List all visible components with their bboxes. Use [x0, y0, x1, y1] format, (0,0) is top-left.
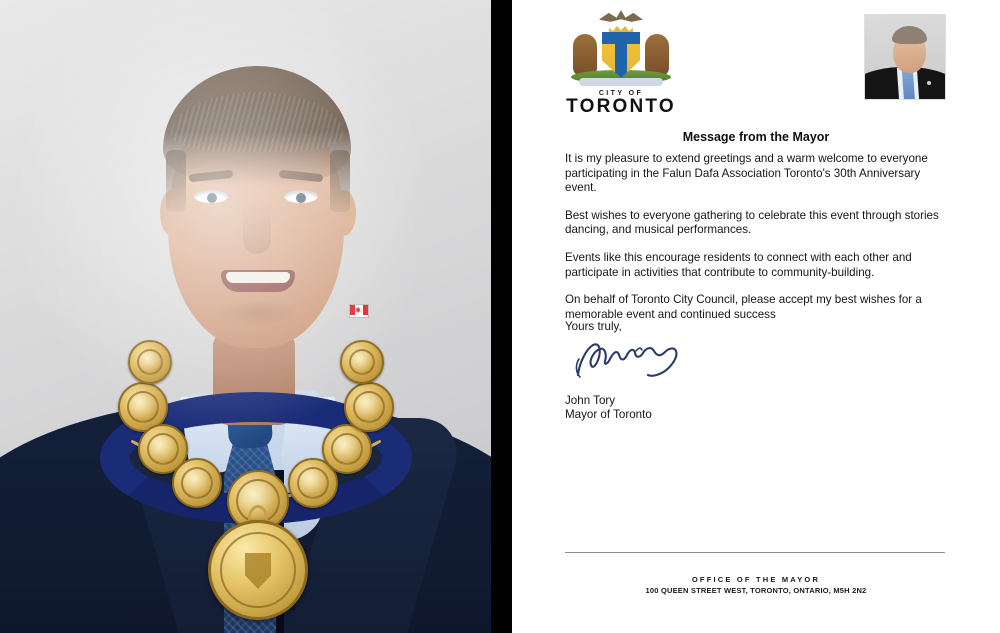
- eagle-icon: [599, 10, 643, 26]
- letter-paragraph: On behalf of Toronto City Council, please accept my best wishes for a memorable event and continued success: [565, 293, 922, 321]
- signer-block: [565, 394, 652, 422]
- mayor-headshot-photo: [864, 14, 946, 100]
- chain-medallion: [344, 382, 394, 432]
- chain-medallion: [128, 340, 172, 384]
- letter-paragraph: Best wishes to everyone gathering to celebrate this event through stories dancing, and musical performances.: [565, 208, 939, 237]
- footer-office-line: OFFICE OF THE MAYOR: [691, 575, 821, 584]
- mayoral-medallion: [208, 520, 308, 620]
- hair: [163, 66, 351, 186]
- crest-scroll: [579, 78, 663, 86]
- panel-divider: [491, 0, 512, 633]
- letter-heading: Message from the Mayor: [682, 130, 830, 144]
- mayor-letter-document: [512, 0, 1000, 633]
- letter-closing: Yours truly,: [565, 320, 622, 333]
- footer-divider: [565, 552, 945, 553]
- headshot-tie: [902, 71, 915, 100]
- beaver-icon-right: [645, 34, 669, 76]
- letter-paragraph: It is my pleasure to extend greetings and a warm welcome to everyone participating in the Falun Dafa Association Toronto's 30th Anniversary event.: [565, 152, 928, 195]
- mouth: [221, 270, 295, 292]
- signer-title: Mayor of Toronto: [565, 408, 652, 421]
- beaver-icon-left: [573, 34, 597, 76]
- wordmark-city-of: CITY OF: [598, 90, 644, 97]
- mayor-portrait-photo: [0, 0, 491, 633]
- pupil-right: [296, 193, 306, 203]
- chain-medallion: [340, 340, 384, 384]
- letter-body: [565, 152, 950, 335]
- chain-medallion: [172, 458, 222, 508]
- headshot-lapel-pin: [927, 81, 931, 85]
- sideburn-left: [166, 150, 186, 212]
- city-of-toronto-logo: [565, 10, 677, 117]
- signature-image: [572, 337, 692, 383]
- headshot-hair: [892, 26, 927, 44]
- nose: [243, 200, 271, 254]
- chin-shadow: [216, 300, 300, 326]
- sideburn-right: [330, 150, 350, 212]
- wordmark-toronto: TORONTO: [566, 96, 676, 117]
- signer-name: John Tory: [565, 394, 616, 407]
- footer-address-line: 100 QUEEN STREET WEST, TORONTO, ONTARIO, M5H 2N2: [645, 586, 867, 595]
- pupil-left: [207, 193, 217, 203]
- letter-paragraph: Events like this encourage residents to connect with each other and participate in activities that contribute to community-building.: [565, 250, 912, 279]
- coat-of-arms-icon: [569, 10, 673, 86]
- teeth: [226, 272, 290, 283]
